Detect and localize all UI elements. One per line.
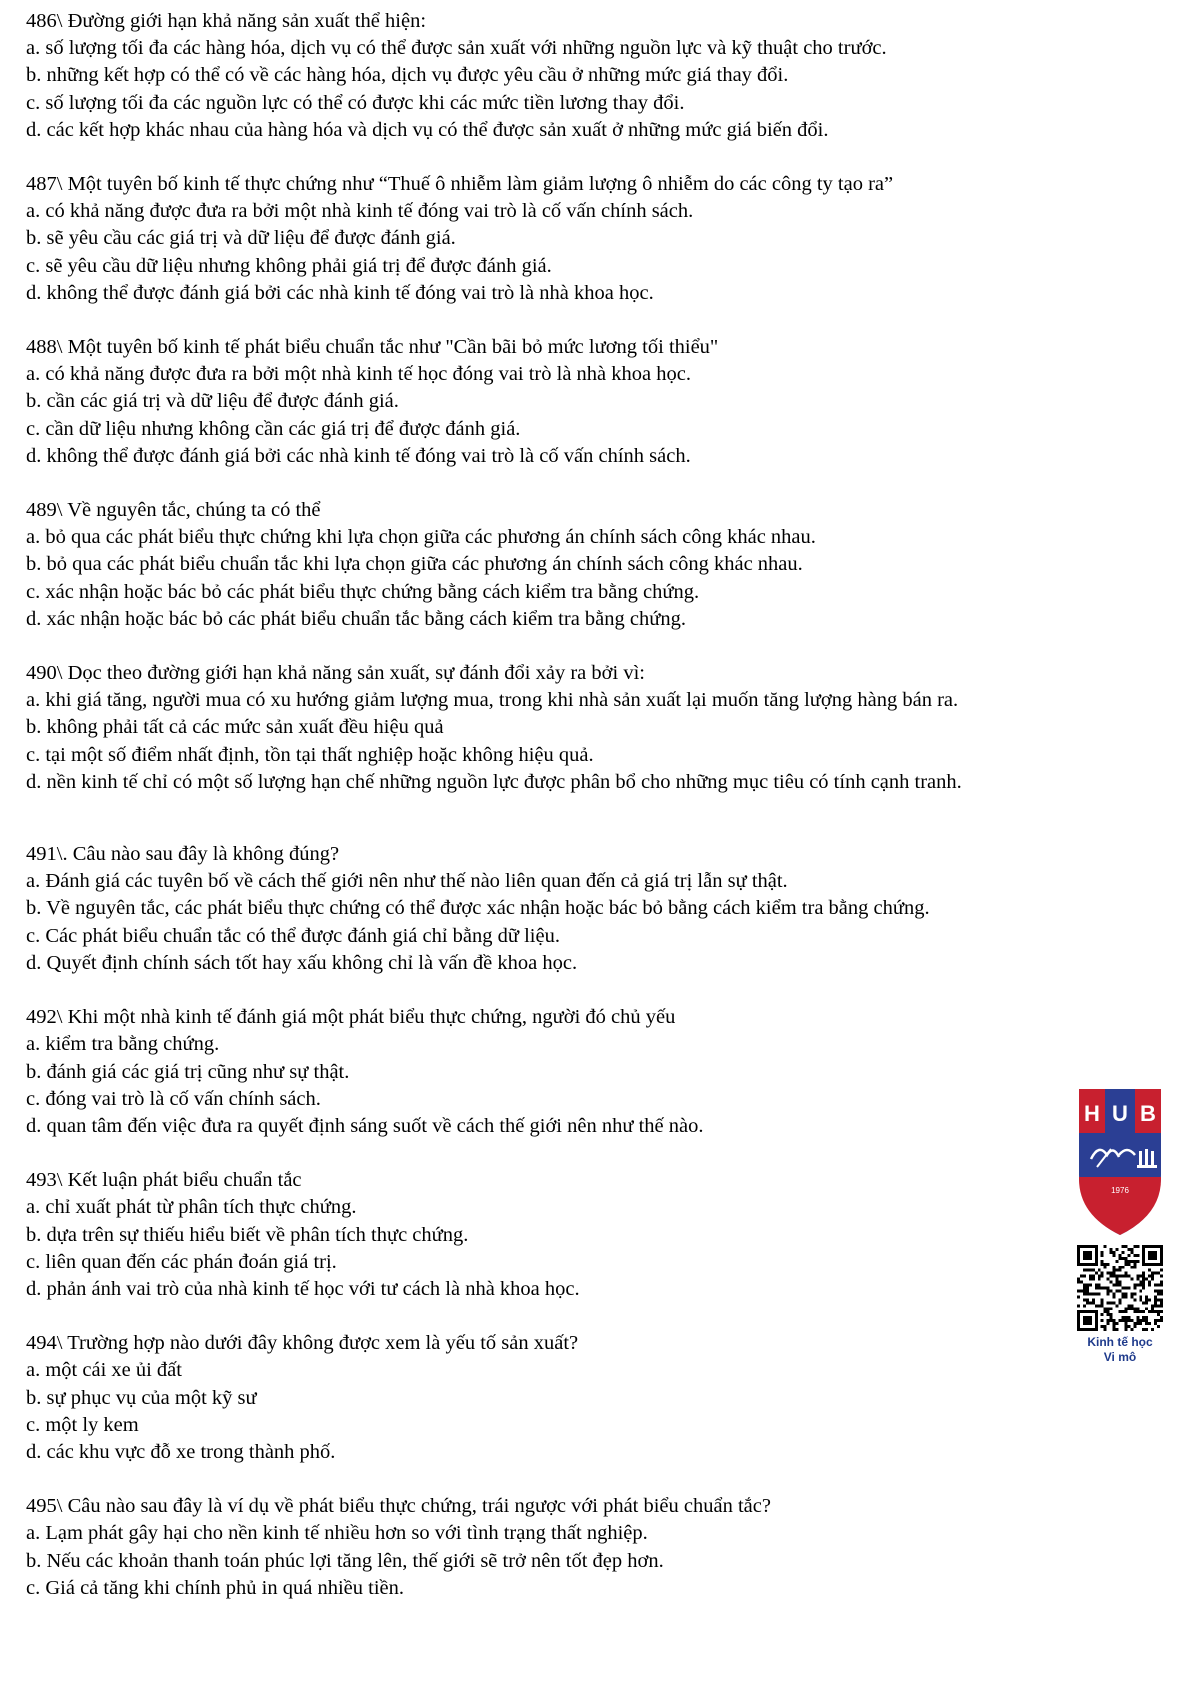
option-a: a. Lạm phát gây hại cho nền kinh tế nhiều hơn so với tình trạng thất nghiệp. xyxy=(26,1522,648,1545)
question-488 xyxy=(26,334,1166,470)
option-d: d. Quyết định chính sách tốt hay xấu không chỉ là vấn đề khoa học. xyxy=(26,951,578,974)
option-b: b. dựa trên sự thiếu hiểu biết về phân tích thực chứng. xyxy=(26,1223,469,1246)
option-b: b. cần các giá trị và dữ liệu để được đánh giá. xyxy=(26,390,399,413)
option-a: a. bỏ qua các phát biểu thực chứng khi lựa chọn giữa các phương án chính sách công khác nhau. xyxy=(26,526,816,549)
option-b: b. sẽ yêu cầu các giá trị và dữ liệu để được đánh giá. xyxy=(26,227,456,250)
option-d: d. nền kinh tế chỉ có một số lượng hạn chế những nguồn lực được phân bổ cho những mục tiêu có tính cạnh tranh. xyxy=(26,770,962,793)
option-b: b. không phải tất cả các mức sản xuất đều hiệu quả xyxy=(26,716,444,739)
option-c: c. xác nhận hoặc bác bỏ các phát biểu thực chứng bằng cách kiểm tra bằng chứng. xyxy=(26,580,700,603)
option-c: c. số lượng tối đa các nguồn lực có thể có được khi các mức tiền lương thay đổi. xyxy=(26,91,685,114)
option-c: c. liên quan đến các phán đoán giá trị. xyxy=(26,1250,337,1273)
question-492 xyxy=(26,1004,1166,1140)
question-489 xyxy=(26,497,1166,633)
qr-code-icon xyxy=(1077,1245,1163,1331)
option-d: d. các khu vực đỗ xe trong thành phố. xyxy=(26,1440,336,1463)
option-d: d. quan tâm đến việc đưa ra quyết định sáng suốt về cách thế giới nên như thế nào. xyxy=(26,1114,704,1137)
hub-logo xyxy=(1077,1087,1163,1237)
subject-caption xyxy=(1065,1335,1175,1365)
logo-year: 1976 xyxy=(1111,1186,1129,1195)
option-b: b. Về nguyên tắc, các phát biểu thực chứng có thể được xác nhận hoặc bác bỏ bằng cách kiểm tra bằng chứng. xyxy=(26,897,930,920)
question-494 xyxy=(26,1330,1166,1466)
question-text: 487\ Một tuyên bố kinh tế thực chứng như “Thuế ô nhiễm làm giảm lượng ô nhiễm do các công ty tạo ra” xyxy=(26,173,894,196)
question-text: 486\ Đường giới hạn khả năng sản xuất thể hiện: xyxy=(26,10,427,32)
caption-line-1: Kinh tế học xyxy=(1087,1335,1153,1349)
question-text: 495\ Câu nào sau đây là ví dụ về phát biểu thực chứng, trái ngược với phát biểu chuẩn tắc? xyxy=(26,1495,771,1518)
question-text: 488\ Một tuyên bố kinh tế phát biểu chuẩn tắc như "Cần bãi bỏ mức lương tối thiểu" xyxy=(26,336,719,359)
option-b: b. sự phục vụ của một kỹ sư xyxy=(26,1386,257,1409)
option-c: c. Giá cả tăng khi chính phủ in quá nhiều tiền. xyxy=(26,1576,405,1599)
question-text: 489\ Về nguyên tắc, chúng ta có thể xyxy=(26,499,321,522)
logo-letter-h: H xyxy=(1084,1101,1100,1126)
question-491 xyxy=(26,841,1166,977)
logo-letter-u: U xyxy=(1112,1101,1128,1126)
option-a: a. có khả năng được đưa ra bởi một nhà kinh tế đóng vai trò là cố vấn chính sách. xyxy=(26,200,694,223)
option-c: c. Các phát biểu chuẩn tắc có thể được đánh giá chỉ bằng dữ liệu. xyxy=(26,924,560,947)
option-b: b. Nếu các khoản thanh toán phúc lợi tăng lên, thế giới sẽ trở nên tốt đẹp hơn. xyxy=(26,1549,664,1572)
option-c: c. cần dữ liệu nhưng không cần các giá trị để được đánh giá. xyxy=(26,417,521,440)
option-a: a. chỉ xuất phát từ phân tích thực chứng. xyxy=(26,1196,357,1219)
option-b: b. đánh giá các giá trị cũng như sự thật. xyxy=(26,1060,350,1083)
option-a: a. số lượng tối đa các hàng hóa, dịch vụ có thể được sản xuất với những nguồn lực và kỹ thuật cho trước. xyxy=(26,37,887,60)
option-a: a. khi giá tăng, người mua có xu hướng giảm lượng mua, trong khi nhà sản xuất lại muốn tăng lượng hàng bán ra. xyxy=(26,689,959,712)
option-d: d. các kết hợp khác nhau của hàng hóa và dịch vụ có thể được sản xuất ở những mức giá biến đổi. xyxy=(26,118,829,141)
option-b: b. bỏ qua các phát biểu chuẩn tắc khi lựa chọn giữa các phương án chính sách công khác nhau. xyxy=(26,553,803,576)
option-d: d. xác nhận hoặc bác bỏ các phát biểu chuẩn tắc bằng cách kiểm tra bằng chứng. xyxy=(26,607,686,630)
option-a: a. một cái xe ủi đất xyxy=(26,1359,182,1382)
qr-code[interactable] xyxy=(1077,1245,1163,1331)
option-c: c. đóng vai trò là cố vấn chính sách. xyxy=(26,1087,321,1110)
option-d: d. không thể được đánh giá bởi các nhà kinh tế đóng vai trò là cố vấn chính sách. xyxy=(26,444,691,467)
option-b: b. những kết hợp có thể có về các hàng hóa, dịch vụ được yêu cầu ở những mức giá thay đổi. xyxy=(26,64,789,87)
question-text: 494\ Trường hợp nào dưới đây không được xem là yếu tố sản xuất? xyxy=(26,1332,579,1355)
question-text: 490\ Dọc theo đường giới hạn khả năng sản xuất, sự đánh đổi xảy ra bởi vì: xyxy=(26,662,645,685)
question-495 xyxy=(26,1493,1166,1602)
caption-line-2: Vi mô xyxy=(1103,1350,1137,1364)
question-487 xyxy=(26,171,1166,307)
option-c: c. tại một số điểm nhất định, tồn tại thất nghiệp hoặc không hiệu quả. xyxy=(26,743,594,766)
option-d: d. không thể được đánh giá bởi các nhà kinh tế đóng vai trò là nhà khoa học. xyxy=(26,281,654,304)
branding-sidebar xyxy=(1065,1087,1175,1365)
logo-letter-b: B xyxy=(1140,1101,1156,1126)
question-490 xyxy=(26,660,1166,796)
question-list xyxy=(26,8,1166,1602)
question-text: 491\. Câu nào sau đây là không đúng? xyxy=(26,843,340,866)
option-c: c. sẽ yêu cầu dữ liệu nhưng không phải giá trị để được đánh giá. xyxy=(26,254,552,277)
option-a: a. kiểm tra bằng chứng. xyxy=(26,1033,220,1056)
option-a: a. Đánh giá các tuyên bố về cách thế giới nên như thế nào liên quan đến cả giá trị lẫn sự thật. xyxy=(26,870,788,893)
question-493 xyxy=(26,1167,1166,1303)
question-text: 492\ Khi một nhà kinh tế đánh giá một phát biểu thực chứng, người đó chủ yếu xyxy=(26,1006,676,1029)
question-text: 493\ Kết luận phát biểu chuẩn tắc xyxy=(26,1169,302,1192)
question-486 xyxy=(26,8,1166,144)
option-d: d. phản ánh vai trò của nhà kinh tế học với tư cách là nhà khoa học. xyxy=(26,1277,580,1300)
hub-shield-icon xyxy=(1077,1087,1163,1237)
option-a: a. có khả năng được đưa ra bởi một nhà kinh tế học đóng vai trò là nhà khoa học. xyxy=(26,363,691,386)
option-c: c. một ly kem xyxy=(26,1413,139,1436)
